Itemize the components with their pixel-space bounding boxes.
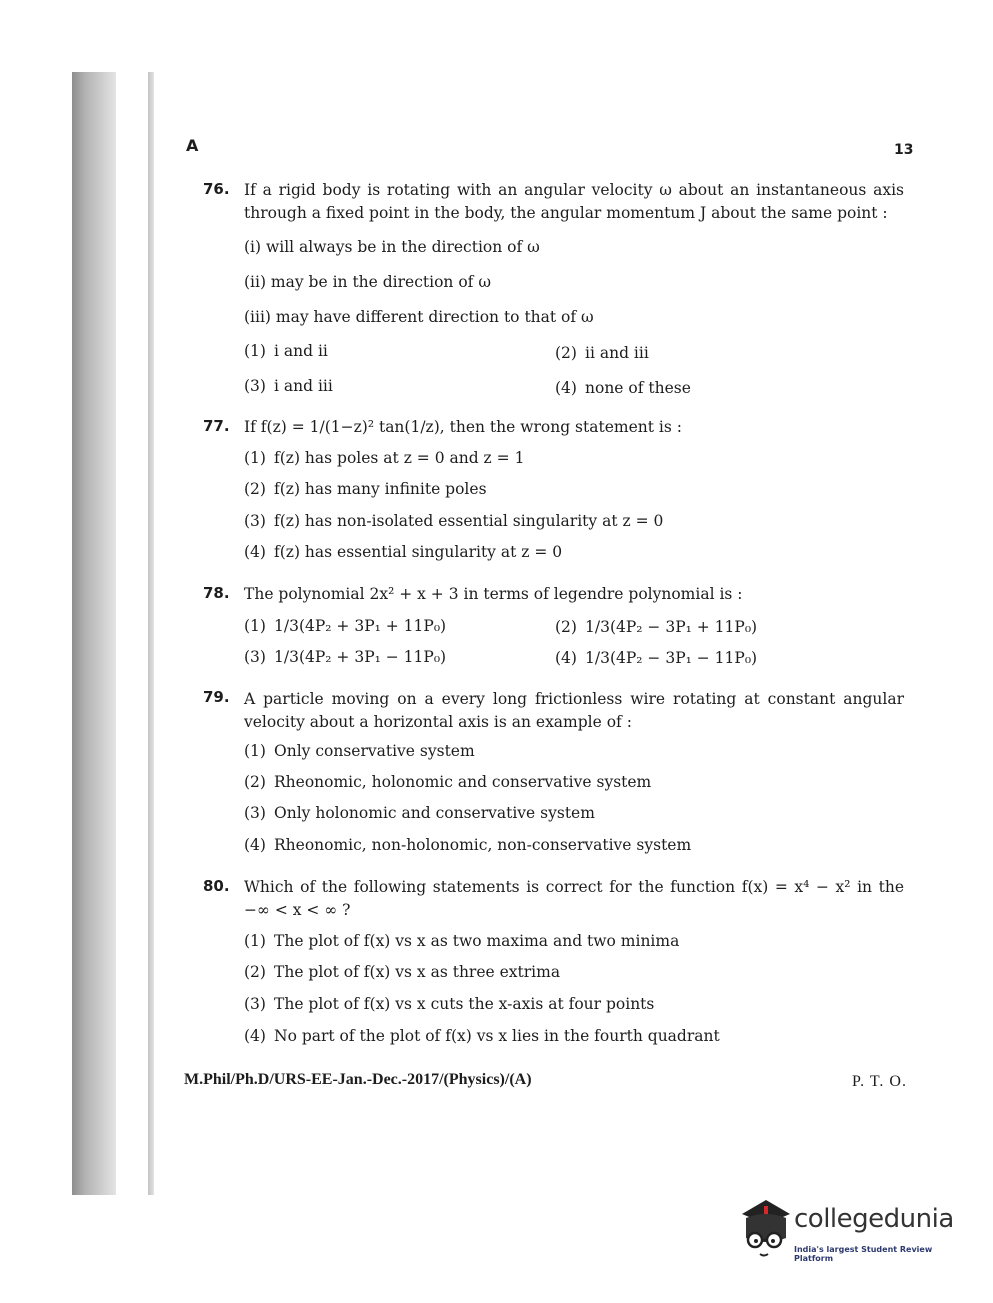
question-number: 78. xyxy=(203,584,230,602)
option: (4) Rheonomic, non-holonomic, non-conservative system xyxy=(244,836,692,854)
question-number: 76. xyxy=(203,180,230,198)
option: (3) f(z) has non-isolated essential singularity at z = 0 xyxy=(244,512,664,530)
option: (1) The plot of f(x) vs x as two maxima and two minima xyxy=(244,932,680,950)
watermark-tagline: India's largest Student Review Platform xyxy=(794,1245,933,1263)
option: (2) The plot of f(x) vs x as three extrima xyxy=(244,963,561,981)
option: (2) f(z) has many infinite poles xyxy=(244,480,487,498)
question-text: Which of the following statements is correct for the function f(x) = x⁴ − x² in the −∞ < x < ∞ ? xyxy=(244,878,904,919)
option: (4) 1/3(4P₂ − 3P₁ − 11P₀) xyxy=(555,649,758,667)
option: (1) Only conservative system xyxy=(244,742,475,760)
statement: (ii) may be in the direction of ω xyxy=(244,273,491,291)
option: (1) f(z) has poles at z = 0 and z = 1 xyxy=(244,449,525,467)
option: (2) Rheonomic, holonomic and conservative system xyxy=(244,773,652,791)
option: (2) 1/3(4P₂ − 3P₁ + 11P₀) xyxy=(555,618,758,636)
watermark-name: collegedunia xyxy=(794,1204,954,1234)
scan-page-edge xyxy=(148,72,154,1195)
set-letter: A xyxy=(186,136,199,155)
option: (3) The plot of f(x) vs x cuts the x-axis at four points xyxy=(244,995,655,1013)
statement: (iii) may have different direction to that of ω xyxy=(244,308,594,326)
question-text: If a rigid body is rotating with an angular velocity ω about an instantaneous axis through a fixed point in the body, the angular momentum J about the same point : xyxy=(244,181,904,222)
option: (3) 1/3(4P₂ + 3P₁ − 11P₀) xyxy=(244,648,447,666)
page-number: 13 xyxy=(894,142,914,158)
question-number: 80. xyxy=(203,877,230,895)
option: (4) No part of the plot of f(x) vs x lies in the fourth quadrant xyxy=(244,1027,720,1045)
statement: (i) will always be in the direction of ω xyxy=(244,238,540,256)
question-text: If f(z) = 1/(1−z)² tan(1/z), then the wrong statement is : xyxy=(244,418,682,436)
option: (3) i and iii xyxy=(244,377,333,395)
option: (2) ii and iii xyxy=(555,344,649,362)
option: (4) none of these xyxy=(555,379,691,397)
collegedunia-mascot-icon xyxy=(736,1196,794,1262)
question-text: The polynomial 2x² + x + 3 in terms of legendre polynomial is : xyxy=(244,585,743,603)
option: (4) f(z) has essential singularity at z = 0 xyxy=(244,543,563,561)
question-number: 77. xyxy=(203,417,230,435)
please-turn-over: P. T. O. xyxy=(852,1073,907,1090)
option: (1) 1/3(4P₂ + 3P₁ + 11P₀) xyxy=(244,617,447,635)
paper-code: M.Phil/Ph.D/URS-EE-Jan.-Dec.-2017/(Physics)/(A) xyxy=(184,1071,532,1088)
question-text: A particle moving on a every long frictionless wire rotating at constant angular velocity about a horizontal axis is an example of : xyxy=(244,690,904,731)
scan-binding-shadow xyxy=(72,72,116,1195)
collegedunia-watermark xyxy=(736,1196,966,1266)
option: (1) i and ii xyxy=(244,342,328,360)
question-number: 79. xyxy=(203,688,230,706)
option: (3) Only holonomic and conservative system xyxy=(244,804,595,822)
